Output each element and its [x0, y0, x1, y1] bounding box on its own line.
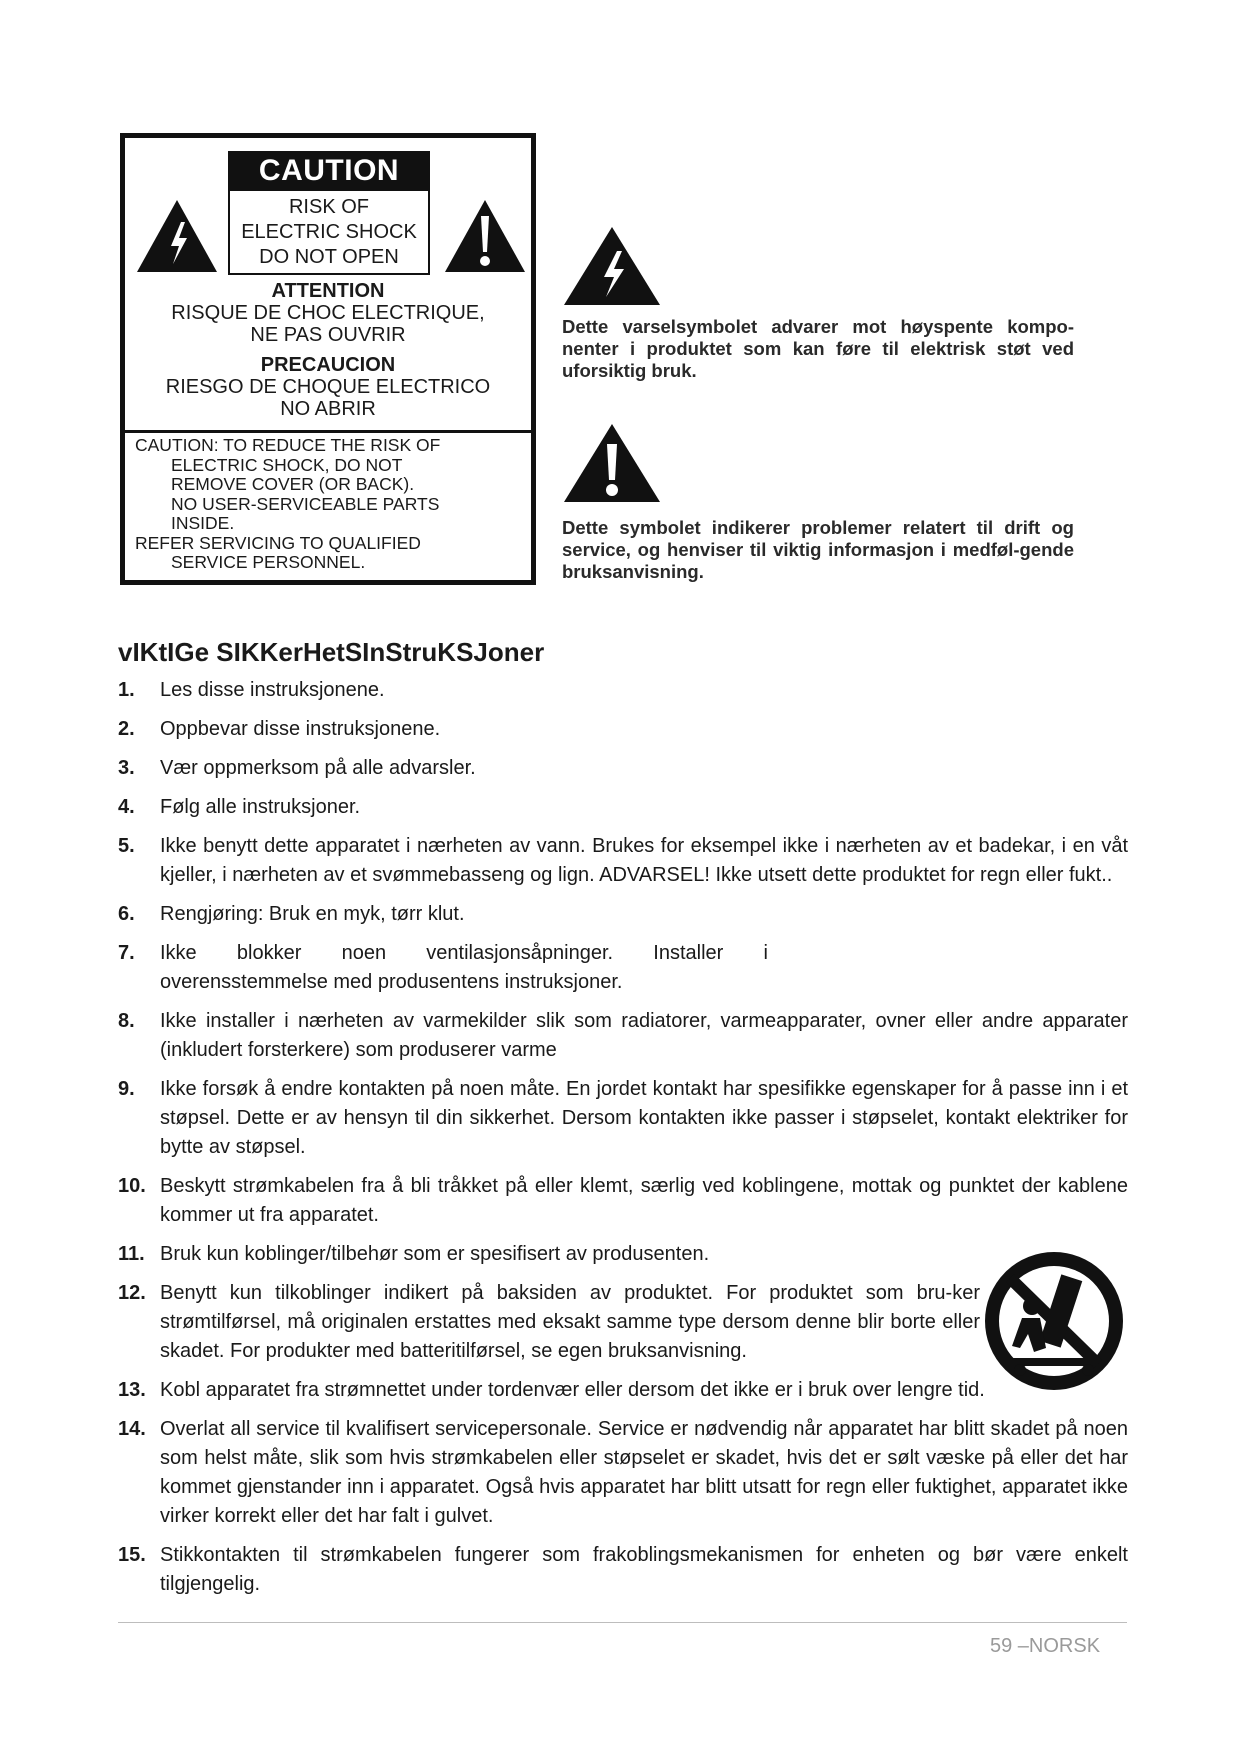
service-line: ELECTRIC SHOCK, DO NOT [171, 454, 403, 475]
item-text: Ikke forsøk å endre kontakten på noen måte. En jordet kontakt har spesifikke egenskaper for å passe inn i et støpsel. Dette er av hensyn til din sikkerhet. Dersom kontakten ikke passer i støpselet, kontakt elektriker for bytte av støpsel. [160, 1078, 1128, 1158]
item-text: Overlat all service til kvalifisert servicepersonale. Service er nødvendig når apparatet har blitt skadet på noen som helst måte, slik som hvis strømkabelen eller støpselet er skadet, hvis det er sølt væske på eller det har kommet gjenstander inn i apparatet. Også hvis apparatet har blitt utsatt for regn eller fuktighet, apparatet ikke virker korrekt eller det har falt i gulvet. [160, 1418, 1128, 1527]
item-text: Vær oppmerksom på alle advarsler. [160, 757, 476, 779]
item-text: Kobl apparatet fra strømnettet under tordenvær eller dersom det ikke er i bruk over lengre tid. [160, 1379, 985, 1401]
french-line: NE PAS OUVRIR [250, 324, 406, 346]
french-heading: ATTENTION [271, 280, 385, 302]
service-line: NO USER-SERVICEABLE PARTS [171, 493, 440, 514]
service-line: SERVICE PERSONNEL. [171, 552, 366, 572]
spanish-heading: PRECAUCION [260, 354, 396, 376]
item-number: 15. [118, 1544, 146, 1566]
list-item [118, 1376, 1128, 1405]
item-number: 9. [118, 1078, 135, 1100]
exclamation-triangle-icon [443, 198, 527, 274]
item-text: Oppbevar disse instruksjonene. [160, 718, 441, 740]
list-item [118, 939, 768, 997]
caution-label [120, 133, 536, 585]
lightning-symbol-icon [562, 225, 662, 307]
item-text: Benytt kun tilkoblinger indikert på baksiden av produktet. For produktet som bru-ker strømtilførsel, må originalen erstattes med eksakt samme type dersom denne blir borte eller skadet. For produkter med batteritilførsel, se egen bruksanvisning. [160, 1282, 980, 1362]
item-number: 1. [118, 679, 135, 701]
item-text: Beskytt strømkabelen fra å bli tråkket på eller klemt, særlig ved koblingene, mottak og punktet der kablene kommer ut fra apparatet. [160, 1175, 1128, 1226]
list-item [118, 715, 1128, 744]
item-text: Les disse instruksjonene. [160, 679, 385, 701]
item-text: Bruk kun koblinger/tilbehør som er spesifisert av produsenten. [160, 1243, 710, 1265]
item-text: Stikkontakten til strømkabelen fungerer som frakoblingsmekanismen for enheten og bør være enkelt tilgjengelig. [160, 1544, 1128, 1595]
item-number: 11. [118, 1243, 145, 1265]
item-number: 6. [118, 903, 135, 925]
service-line: REMOVE COVER (OR BACK). [171, 474, 415, 494]
spanish-line: NO ABRIR [280, 398, 376, 420]
item-number: 14. [118, 1418, 146, 1440]
list-item [118, 1172, 1128, 1230]
label-divider [125, 430, 531, 433]
spanish-line: RIESGO DE CHOQUE ELECTRICO [165, 376, 491, 398]
list-item [118, 754, 1128, 783]
list-item [118, 832, 1128, 890]
risk-line: DO NOT OPEN [259, 246, 399, 268]
item-text: Ikke blokker noen ventilasjonsåpninger. Installer i overensstemmelse med produsentens instruksjoner. [160, 942, 768, 993]
item-number: 3. [118, 757, 135, 779]
lightning-symbol-description: Dette varselsymbolet advarer mot høyspente kompo-nenter i produktet som kan føre til elektrisk støt ved uforsiktig bruk. [562, 316, 1074, 381]
list-item [118, 900, 1128, 929]
service-line: CAUTION: TO REDUCE THE RISK OF [135, 435, 441, 455]
french-warning [125, 280, 531, 346]
item-number: 13. [118, 1379, 146, 1401]
caution-header: CAUTION [228, 151, 430, 191]
instruction-list [118, 676, 1128, 1609]
exclamation-symbol-description: Dette symbolet indikerer problemer relatert til drift og service, og henviser til viktig informasjon i medføl-gende bruksanvisning. [562, 517, 1074, 582]
spanish-warning [125, 354, 531, 420]
item-text: Ikke benytt dette apparatet i nærheten av vann. Brukes for eksempel ikke i nærheten av et badekar, i en våt kjeller, i nærheten av et svømmebasseng og lign. ADVARSEL! Ikke utsett dette produktet for regn eller fukt.. [160, 835, 1128, 886]
service-line: INSIDE. [171, 513, 235, 533]
item-number: 8. [118, 1010, 135, 1032]
lightning-triangle-icon [135, 198, 219, 274]
list-item [118, 1075, 1128, 1162]
list-item [118, 793, 1128, 822]
footer-divider [118, 1622, 1127, 1623]
item-text: Rengjøring: Bruk en myk, tørr klut. [160, 903, 465, 925]
item-number: 5. [118, 835, 135, 857]
list-item [118, 1279, 980, 1366]
item-number: 12. [118, 1282, 146, 1304]
item-text: Følg alle instruksjoner. [160, 796, 361, 818]
list-item [118, 1541, 1128, 1599]
item-number: 10. [118, 1175, 146, 1197]
page-number: 59 –NORSK [990, 1635, 1101, 1657]
item-text: Ikke installer i nærheten av varmekilder slik som radiatorer, varmeapparater, ovner eller andre apparater (inkludert forsterkere) som produserer varme [160, 1010, 1128, 1061]
list-item [118, 1415, 1128, 1531]
item-number: 4. [118, 796, 135, 818]
risk-of-shock-box [228, 191, 430, 275]
exclamation-symbol-icon [562, 422, 662, 504]
list-item [118, 1240, 980, 1269]
risk-line: RISK OF [288, 196, 369, 218]
section-title: vIKtIGe SIKKerHetSInStruKSJoner [118, 637, 545, 667]
service-line: REFER SERVICING TO QUALIFIED [135, 532, 421, 553]
item-number: 2. [118, 718, 135, 740]
item-number: 7. [118, 942, 135, 964]
service-note [135, 436, 525, 573]
french-line: RISQUE DE CHOC ELECTRIQUE, [171, 302, 485, 324]
risk-line: ELECTRIC SHOCK [241, 221, 417, 243]
list-item [118, 1007, 1128, 1065]
list-item [118, 676, 1128, 705]
cart-tipover-warning-icon [980, 1248, 1128, 1394]
